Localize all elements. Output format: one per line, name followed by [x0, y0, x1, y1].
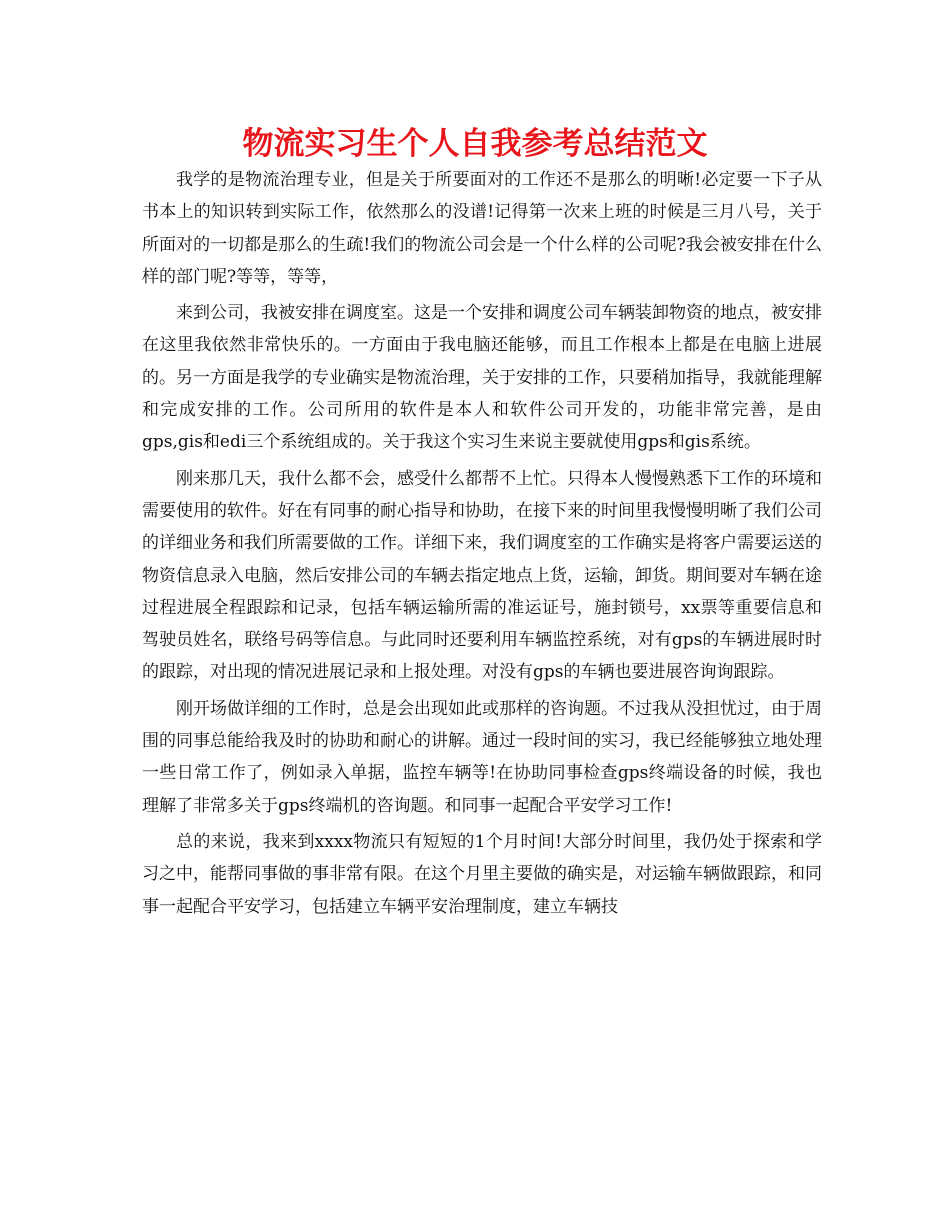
- paragraph: 总的来说，我来到xxxx物流只有短短的1个月时间!大部分时间里，我仍处于探索和学习之中，能帮同事做的事非常有限。在这个月里主要做的确实是，对运输车辆做跟踪，和同事一起配合平安学习，包括建立车辆平安治理制度，建立车辆技: [142, 831, 822, 917]
- document-title: 物流实习生个人自我参考总结范文: [242, 126, 708, 162]
- paragraph: 刚来那几天，我什么都不会，感受什么都帮不上忙。只得本人慢慢熟悉下工作的环境和需要使用的软件。好在有同事的耐心指导和协助，在接下来的时间里我慢慢明晰了我们公司的详细业务和我们所需要做的工作。详细下来，我们调度室的工作确实是将客户需要运送的物资信息录入电脑，然后安排公司的车辆去指定地点上货，运输，卸货。期间要对车辆在途过程进展全程跟踪和记录，包括车辆运输所需的准运证号，施封锁号，xx票等重要信息和驾驶员姓名，联络号码等信息。与此同时还要利用车辆监控系统，对有gps的车辆进展时时的跟踪，对出现的情况进展记录和上报处理。对没有gps的车辆也要进展咨询询跟踪。: [142, 468, 822, 683]
- document-body: [142, 164, 822, 927]
- paragraph: 我学的是物流治理专业，但是关于所要面对的工作还不是那么的明晰!必定要一下子从书本上的知识转到实际工作，依然那么的没谱!记得第一次来上班的时候是三月八号，关于所面对的一切都是那么的生疏!我们的物流公司会是一个什么样的公司呢?我会被安排在什么样的部门呢?等等，等等，: [142, 170, 822, 287]
- paragraph: 来到公司，我被安排在调度室。这是一个安排和调度公司车辆装卸物资的地点，被安排在这里我依然非常快乐的。一方面由于我电脑还能够，而且工作根本上都是在电脑上进展的。另一方面是我学的专业确实是物流治理，关于安排的工作，只要稍加指导，我就能理解和完成安排的工作。公司所用的软件是本人和软件公司开发的，功能非常完善，是由gps,gis和edi三个系统组成的。关于我这个实习生来说主要就使用gps和gis系统。: [142, 303, 822, 453]
- paragraph: 刚开场做详细的工作时，总是会出现如此或那样的咨询题。不过我从没担忧过，由于周围的同事总能给我及时的协助和耐心的讲解。通过一段时间的实习，我已经能够独立地处理一些日常工作了，例如录入单据，监控车辆等!在协助同事检查gps终端设备的时候，我也理解了非常多关于gps终端机的咨询题。和同事一起配合平安学习工作!: [142, 698, 822, 816]
